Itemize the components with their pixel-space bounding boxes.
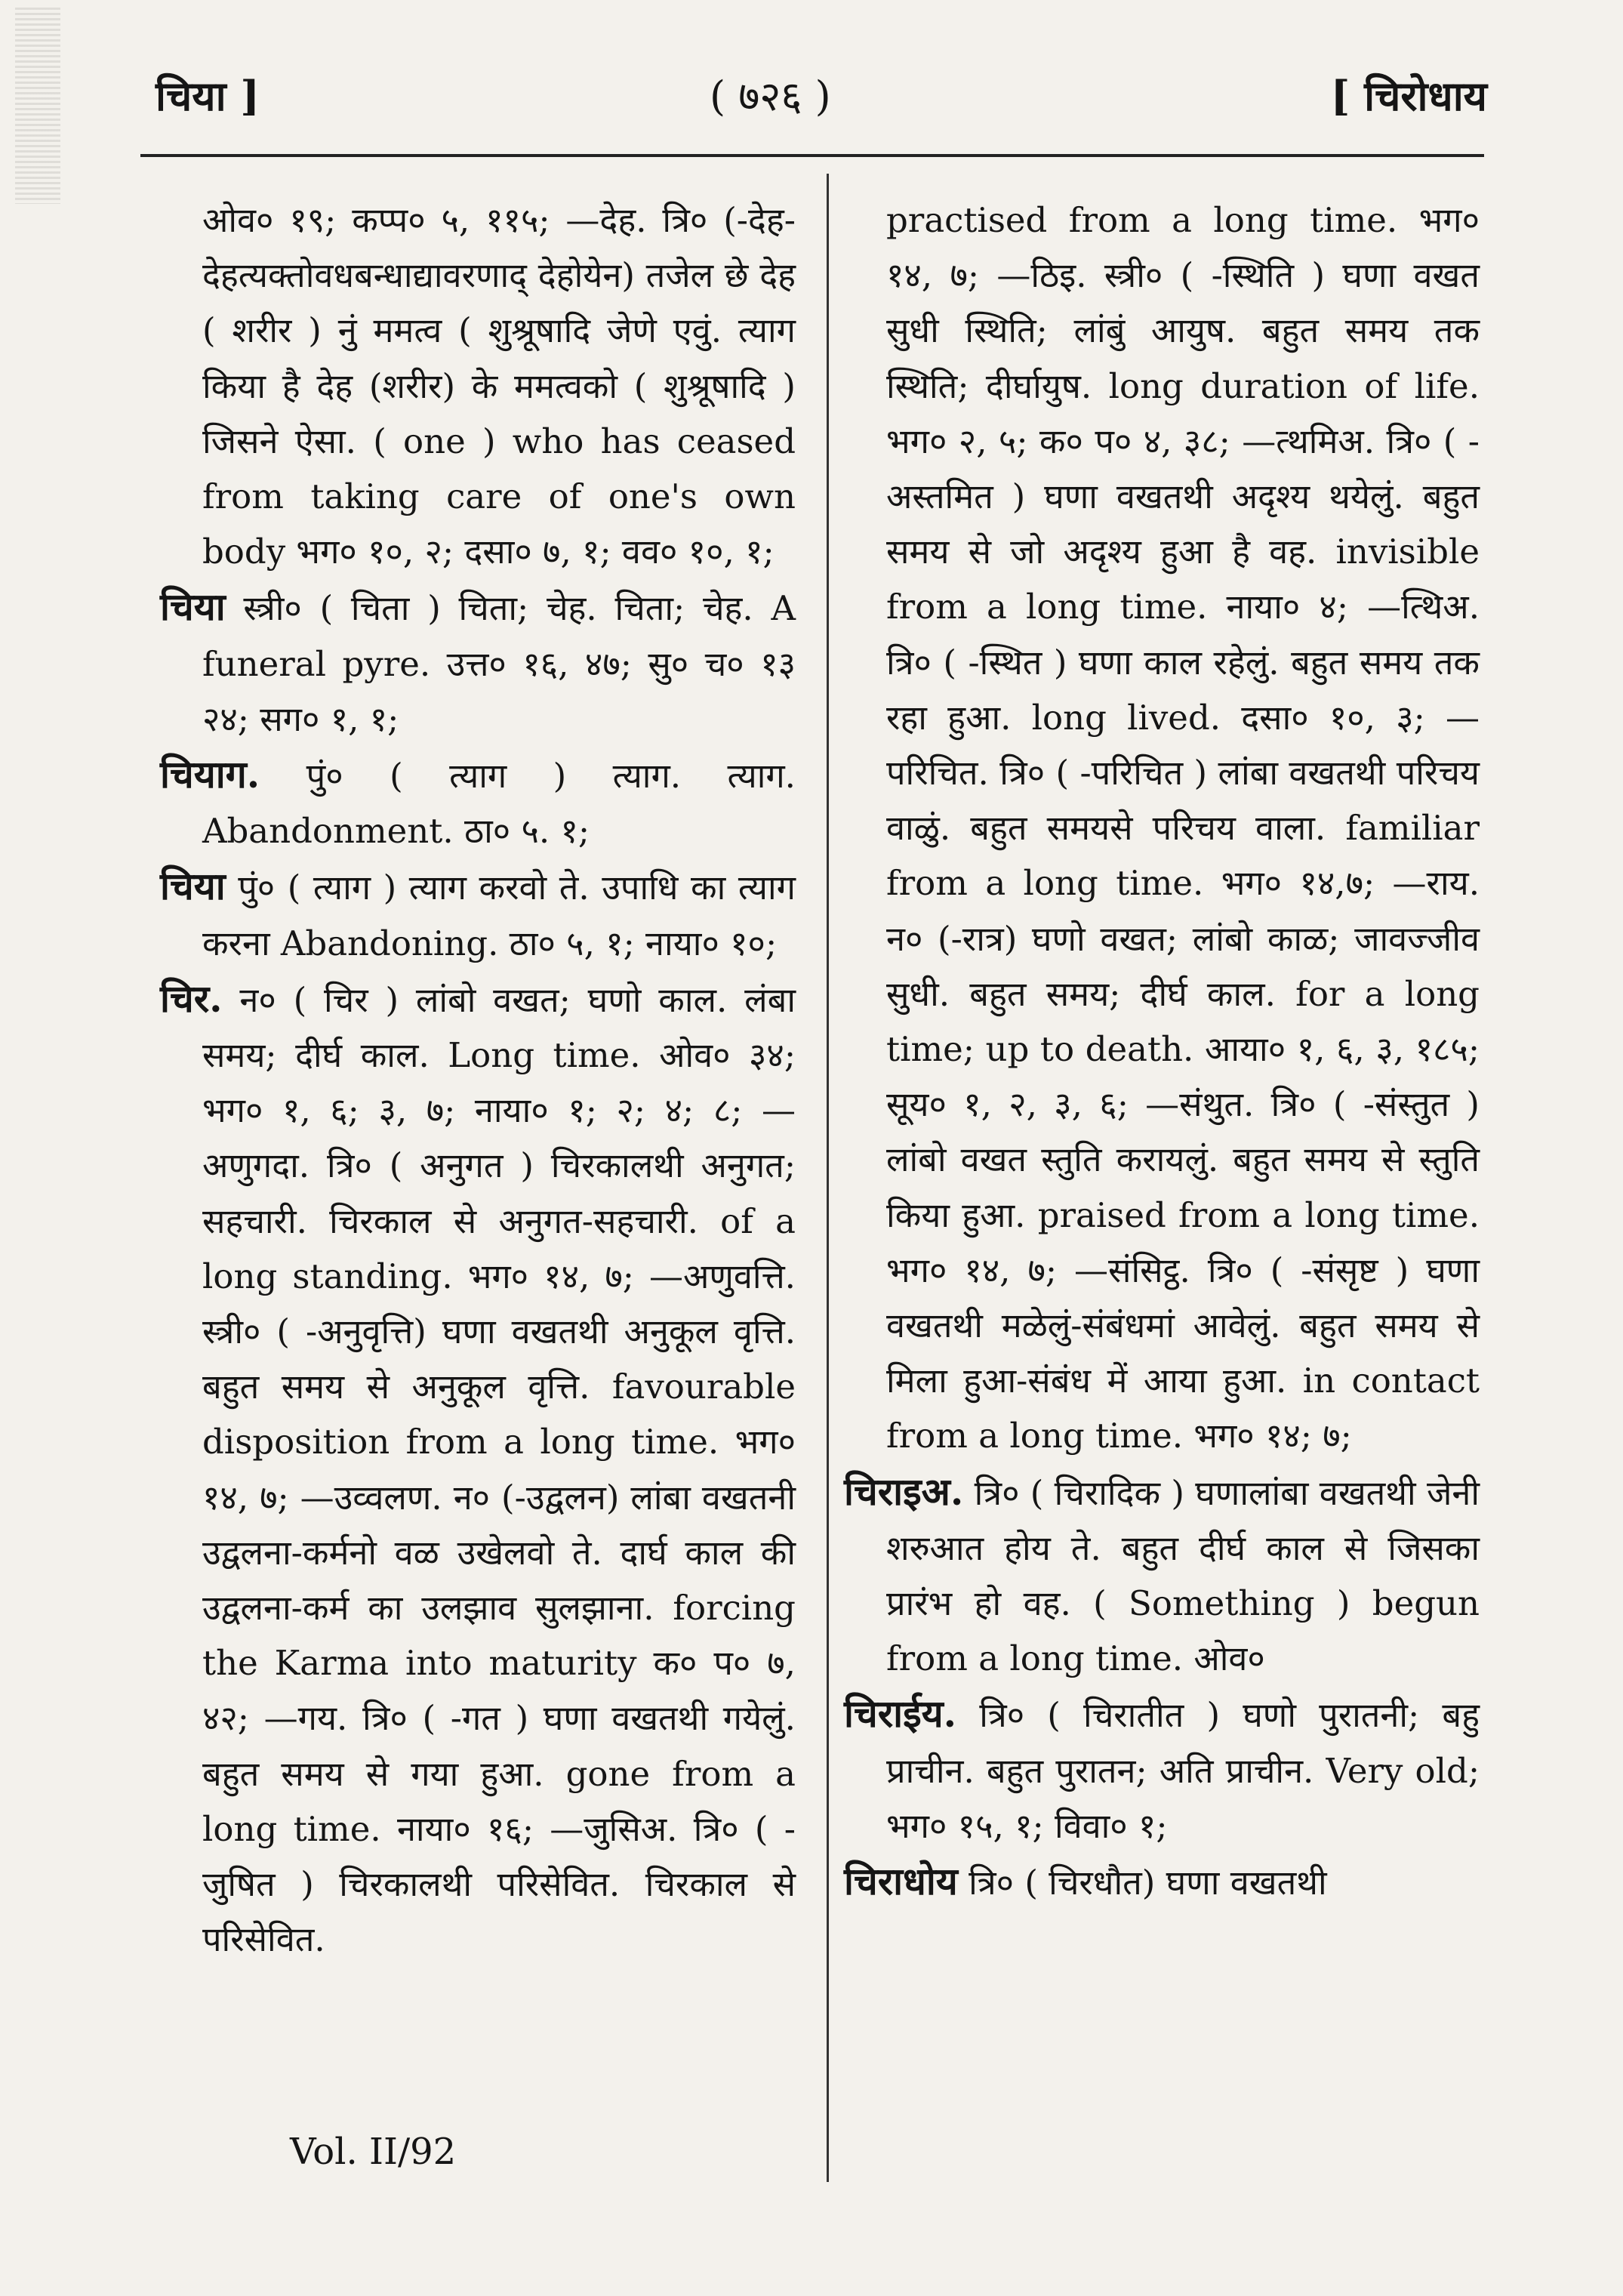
entry-continuation: [160, 193, 796, 579]
entry: [160, 747, 796, 858]
headword: चिराधोय: [844, 1859, 958, 1904]
page-number: ( ७२६ ): [710, 72, 831, 120]
entry: [160, 579, 796, 747]
entry-text: ओव० १९; कप्प० ५, ११५; —देह. त्रि० (-देह-देहत्यक्तोवधबन्धाद्यावरणाद् देहोयेन) तजेल छे देह ( शरीर ) नुं ममत्व ( शुश्रूषादि जेणे एवुं. त्याग किया है देह (शरीर) के ममत्वको ( शुश्रूषादि ) जिसने ऐसा. ( one ) who has ceased from taking care of one's own body भग० १०, २; दसा० ७, १; वव० १०, १;: [202, 200, 796, 572]
entry-continuation: [844, 193, 1480, 1464]
entry: [844, 1854, 1480, 1910]
entry: [160, 858, 796, 970]
entry-text: स्त्री० ( चिता ) चिता; चेह. चिता; चेह. A funeral pyre. उत्त० १६, ४७; सु० च० १३ २४; सग० १, १;: [202, 588, 796, 739]
header-right-guideword: [ चिरोधाय: [1330, 72, 1487, 120]
entry-text: न० ( चिर ) लांबो वखत; घणो काल. लंबा समय; दीर्घ काल. Long time. ओव० ३४; भग० १, ६; ३, ७; नाया० १; २; ४; ८; —अणुगदा. त्रि० ( अनुगत ) चिरकालथी अनुगत; सहचारी. चिरकाल से अनुगत-सहचारी. of a long standing. भग० १४, ७; —अणुवत्ति. स्त्री० ( -अनुवृत्ति) घणा वखतथी अनुकूल वृत्ति. बहुत समय से अनुकूल वृत्ति. favourable disposition from a long time. भग० १४, ७; —उव्वलण. न० (-उद्वलन) लांबा वखतनी उद्वलना-कर्मनो वळ उखेलवो ते. दार्घ काल की उद्वलना-कर्म का उलझाव सुलझाना. forcing the Karma into maturity क० प० ७, ४२; —गय. त्रि० ( -गत ) घणा वखतथी गयेलुं. बहुत समय से गया हुआ. gone from a long time. नाया० १६; —जुसिअ. त्रि० ( -जुषित ) चिरकालथी परिसेवित. चिरकाल से परिसेवित.: [202, 979, 796, 1960]
entry-text: पुं० ( त्याग ) त्याग करवो ते. उपाधि का त्याग करना Abandoning. ठा० ५, १; नाया० १०;: [202, 868, 796, 963]
entry-text: practised from a long time. भग० १४, ७; —ठिइ. स्त्री० ( -स्थिति ) घणा वखत सुधी स्थिति; लांबुं आयुष. बहुत समय तक स्थिति; दीर्घायुष. long duration of life. भग० २, ५; क० प० ४, ३८; —त्थमिअ. त्रि० ( -अस्तमित ) घणा वखतथी अदृश्य थयेलुं. बहुत समय से जो अदृश्य हुआ है वह. invisible from a long time. नाया० ४; —त्थिअ. त्रि० ( -स्थित ) घणा काल रहेलुं. बहुत समय तक रहा हुआ. long lived. दसा० १०, ३; —परिचित. त्रि० ( -परिचित ) लांबा वखतथी परिचय वाळुं. बहुत समयसे परिचय वाला. familiar from a long time. भग० १४,७; —राय. न० (-रात्र) घणो वखत; लांबो काळ; जावज्जीव सुधी. बहुत समय; दीर्घ काल. for a long time; up to death. आया० १, ६, ३, १८५; सूय० १, २, ३, ६; —संथुत. त्रि० ( -संस्तुत ) लांबो वखत स्तुति करायलुं. बहुत समय से स्तुति किया हुआ. praised from a long time. भग० १४, ७; —संसिट्ठ. त्रि० ( -संसृष्ट ) घणा वखतथी मळेलुं-संबंधमां आवेलुं. बहुत समय से मिला हुआ-संबंध में आया हुआ. in contact from a long time. भग० १४; ७;: [886, 200, 1480, 1456]
header-left-guideword: चिया ]: [156, 72, 260, 120]
volume-footer: Vol. II/92: [290, 2131, 457, 2173]
entry: [160, 971, 796, 1968]
headword: चिया: [160, 584, 226, 630]
scan-margin-smudge: [15, 8, 60, 204]
header-rule: [140, 154, 1484, 157]
headword: चिर.: [160, 975, 223, 1021]
right-column: [844, 193, 1480, 1910]
column-divider: [827, 174, 829, 2182]
left-column: [160, 193, 796, 1968]
headword: चिराइअ.: [844, 1469, 964, 1514]
headword: चिराईय.: [844, 1691, 957, 1737]
headword: चिया: [160, 864, 226, 909]
entry-text: त्रि० ( चिरातीत ) घणो पुरातनी; बहु प्राचीन. बहुत पुरातन; अति प्राचीन. Very old; भग० १५, १; विवा० १;: [886, 1695, 1480, 1846]
entry-text: पुं० ( त्याग ) त्याग. त्याग. Abandonment. ठा० ५. १;: [202, 756, 796, 852]
headword: चियाग.: [160, 752, 260, 797]
entry-text: त्रि० ( चिरादिक ) घणालांबा वखतथी जेनी शरुआत होय ते. बहुत दीर्घ काल से जिसका प्रारंभ हो वह. ( Something ) begun from a long time. ओव०: [886, 1472, 1480, 1679]
entry: [844, 1686, 1480, 1854]
entry-text: त्रि० ( चिरधौत) घणा वखतथी: [957, 1863, 1327, 1903]
entry: [844, 1464, 1480, 1687]
